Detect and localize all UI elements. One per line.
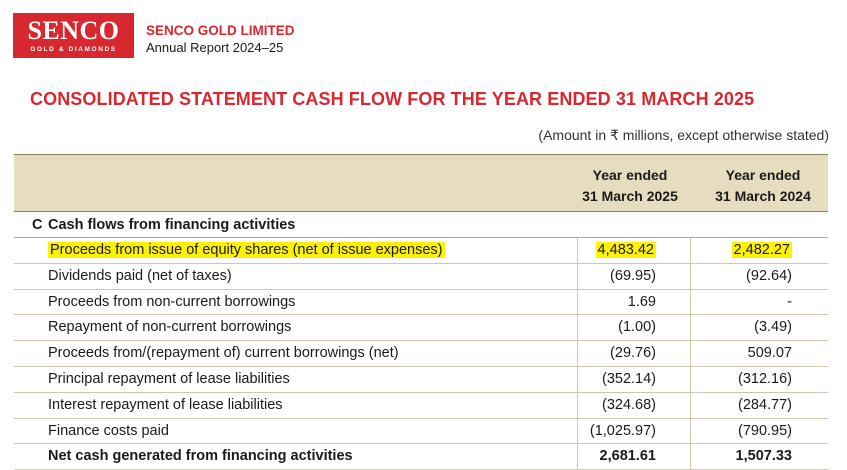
table-row [14, 264, 828, 290]
row-value-2024: - [787, 293, 792, 310]
column-divider [577, 238, 578, 470]
report-name: Annual Report 2024–25 [146, 40, 284, 55]
row-label: Net cash generated from financing activities [48, 448, 353, 465]
logo-wordmark: SENCO [27, 16, 120, 45]
table-row [14, 315, 828, 341]
table-row [14, 290, 828, 316]
row-label: Repayment of non-current borrowings [48, 319, 292, 336]
column-header-2024: Year ended 31 March 2024 [715, 167, 811, 204]
row-value-2025: (69.95) [610, 267, 656, 284]
amount-note: (Amount in ₹ millions, except otherwise stated) [538, 127, 829, 143]
section-heading [14, 212, 828, 238]
row-label: Proceeds from/(repayment of) current borrowings (net) [48, 345, 399, 362]
column-header-2025: Year ended 31 March 2025 [582, 167, 678, 204]
row-value-2024: 1,507.33 [735, 448, 792, 465]
total-row [14, 444, 828, 470]
statement-title: CONSOLIDATED STATEMENT CASH FLOW FOR THE YEAR ENDED 31 MARCH 2025 [30, 89, 755, 109]
company-name: SENCO GOLD LIMITED [146, 23, 295, 38]
row-value-2024: (3.49) [754, 319, 792, 336]
row-value-2025: 2,681.61 [599, 448, 656, 465]
row-value-2025: (1,025.97) [589, 422, 656, 439]
row-label: Dividends paid (net of taxes) [48, 267, 232, 284]
row-label: Finance costs paid [48, 422, 169, 439]
row-value-2024: (284.77) [737, 396, 792, 413]
table-row [14, 238, 828, 264]
column-divider [690, 238, 691, 470]
senco-logo [13, 13, 134, 58]
table-row [14, 367, 828, 393]
row-value-2024: (92.64) [746, 267, 792, 284]
table-body [14, 238, 828, 470]
row-value-2024: (312.16) [737, 370, 792, 387]
row-value-2024: 509.07 [747, 345, 792, 362]
row-value-2025: (352.14) [601, 370, 656, 387]
row-value-2025: 4,483.42 [597, 242, 654, 258]
section-letter: C [32, 217, 43, 233]
table-row [14, 393, 828, 419]
table-row [14, 419, 828, 445]
row-value-2025: (1.00) [618, 319, 656, 336]
row-value-2024: 2,482.27 [733, 242, 790, 258]
row-label: Principal repayment of lease liabilities [48, 370, 290, 387]
row-label: Proceeds from issue of equity shares (net of issue expenses) [50, 242, 443, 258]
section-label: Cash flows from financing activities [48, 217, 296, 233]
row-value-2025: (324.68) [601, 396, 656, 413]
row-value-2025: (29.76) [610, 345, 656, 362]
table-row [14, 341, 828, 367]
row-value-2024: (790.95) [737, 422, 792, 439]
cash-flow-table [14, 154, 828, 470]
table-header [14, 154, 828, 212]
row-label: Interest repayment of lease liabilities [48, 396, 283, 413]
row-value-2025: 1.69 [627, 293, 656, 310]
logo-tagline: GOLD & DIAMONDS [30, 46, 117, 53]
row-label: Proceeds from non-current borrowings [48, 293, 296, 310]
